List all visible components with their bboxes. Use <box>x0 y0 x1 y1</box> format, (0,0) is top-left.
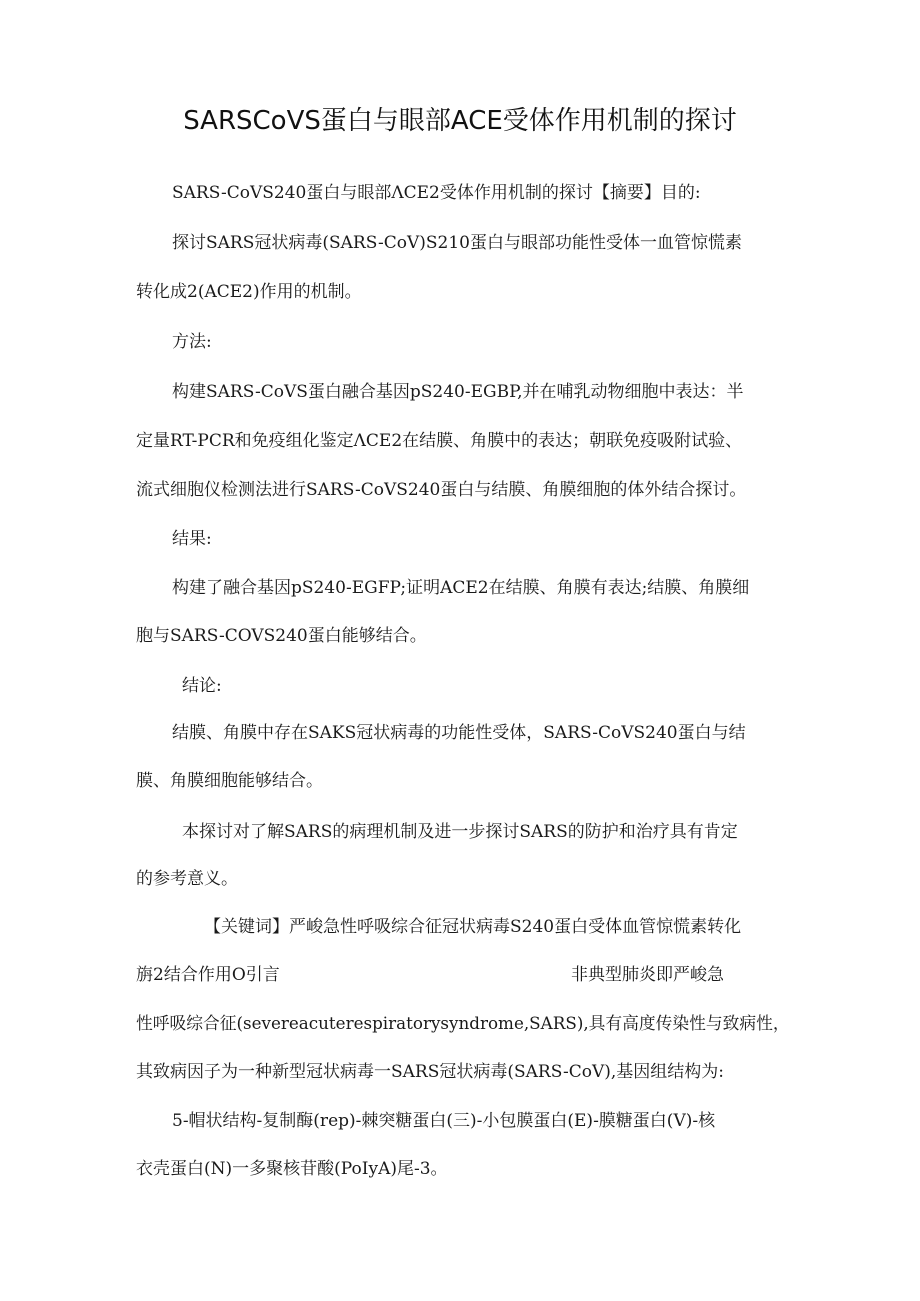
methods-line-2: 定量RT-PCR和免疫组化鉴定ΛCE2在结膜、角膜中的表达；朝联免疫吸附试验、 <box>136 431 743 451</box>
genome-line-1: 5-帽状结构-复制酶(rep)-棘突糖蛋白(三)-小包膜蛋白(E)-膜糖蛋白(V)-核 <box>172 1111 716 1131</box>
methods-line-1: 构建SARS-CoVS蛋白融合基因pS240-EGBP,并在哺乳动物细胞中表达：半 <box>172 382 744 402</box>
methods-heading: 方法: <box>172 332 212 352</box>
introduction-line-1: 非典型肺炎即严峻急 <box>571 965 724 985</box>
keywords-line-1: 【关键词】严峻急性呼吸综合征冠状病毒S240蛋白受体血管惊慌素转化 <box>204 917 742 937</box>
conclusion-line-2: 膜、角膜细胞能够结合。 <box>136 771 323 791</box>
results-heading: 结果: <box>172 529 212 549</box>
abstract-line-3: 转化成2(ACE2)作用的机制。 <box>136 282 362 302</box>
keywords-line-2: 旃2结合作用O引言 <box>136 965 280 985</box>
results-line-1: 构建了融合基因pS240-EGFP;证明ACE2在结膜、角膜有表达;结膜、角膜细 <box>172 578 750 598</box>
abstract-line-2: 探讨SARS冠状病毒(SARS-CoV)S210蛋白与眼部功能性受体一血管惊慌素 <box>172 233 742 253</box>
document-title: SARSCoVS蛋白与眼部ACE受体作用机制的探讨 <box>183 106 737 136</box>
conclusion-line-1: 结膜、角膜中存在SAKS冠状病毒的功能性受体，SARS-CoVS240蛋白与结 <box>172 723 746 743</box>
introduction-line-3: 其致病因子为一种新型冠状病毒一SARS冠状病毒(SARS-CoV),基因组结构为: <box>136 1062 725 1082</box>
methods-line-3: 流式细胞仪检测法进行SARS-CoVS240蛋白与结膜、角膜细胞的体外结合探讨。 <box>136 480 747 500</box>
conclusion-heading: 结论: <box>182 676 222 696</box>
abstract-line-1: SARS-CoVS240蛋白与眼部ΛCE2受体作用机制的探讨【摘要】目的: <box>172 183 701 203</box>
significance-line-1: 本探讨对了解SARS的病理机制及进一步探讨SARS的防护和治疗具有肯定 <box>182 822 738 842</box>
results-line-2: 胞与SARS-COVS240蛋白能够结合。 <box>136 626 427 646</box>
significance-line-2: 的参考意义。 <box>136 869 238 889</box>
introduction-line-2: 性呼吸综合征(severeacuterespiratorysyndrome,SARS),具有高度传染性与致病性， <box>136 1014 790 1034</box>
genome-line-2: 衣壳蛋白(N)一多聚核苷酸(PoIyA)尾-3。 <box>136 1159 448 1179</box>
